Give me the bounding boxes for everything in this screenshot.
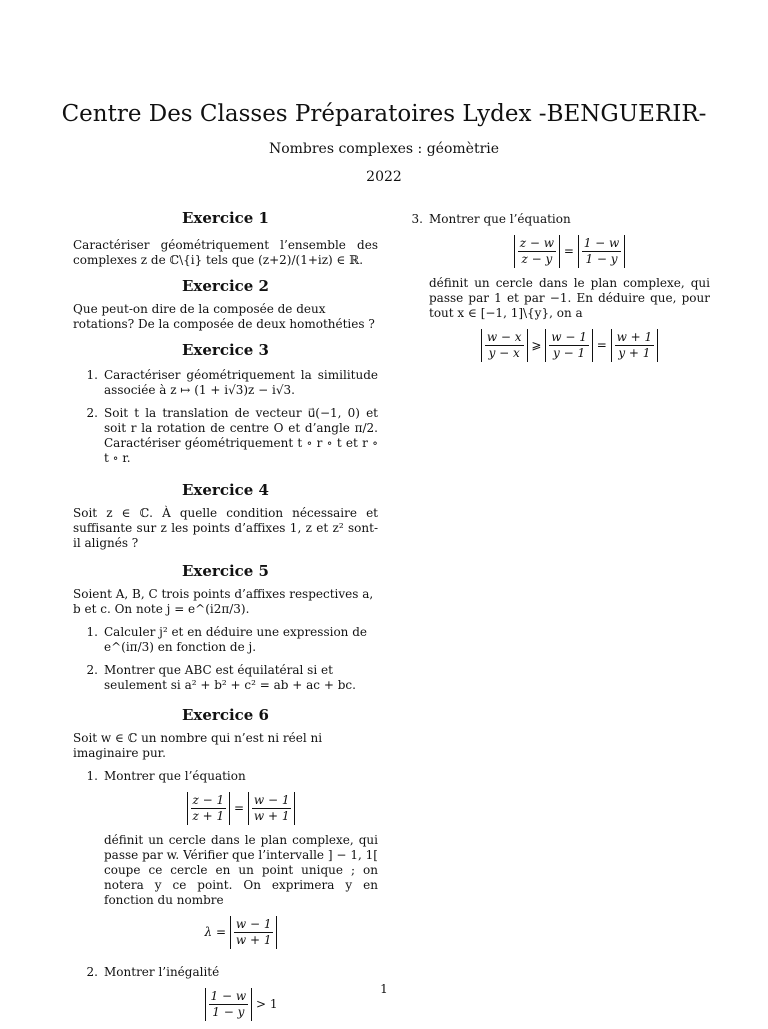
- document-subtitle: Nombres complexes : géomètrie: [268, 141, 500, 157]
- item-text: Soit t la translation de vecteur u⃗(−1, 0) et soit r la rotation de centre O et d’angle π/2. Caractériser géométriquement t ∘ r ∘ t et r ∘ t ∘ r.: [104, 406, 378, 465]
- exercise-6-item-2: [73, 965, 378, 1029]
- exercise-3-item-1: [73, 368, 378, 398]
- exercise-6-intro: Soit w ∈ ℂ un nombre qui n’est ni réel ni imaginaire pur.: [73, 731, 323, 760]
- item-number: 3.: [411, 212, 423, 226]
- page-number: 1: [380, 982, 388, 996]
- item-lead: Montrer que l’équation: [429, 212, 571, 226]
- exercise-5-item-1: [73, 625, 378, 655]
- item-text: Caractériser géométriquement la similitude associée à z ↦ (1 + i√3)z − i√3.: [104, 368, 378, 397]
- item-lead: Montrer l’inégalité: [104, 965, 220, 979]
- item-text: définit un cercle dans le plan complexe, qui passe par w. Vérifier que l’intervalle ] − 1, 1[ coupe ce cercle en un point unique ; on notera y ce point. On exprimera y en fonction du nombre: [104, 833, 378, 907]
- left-column: [73, 208, 378, 1029]
- exercise-2-heading: Exercice 2: [182, 277, 269, 295]
- item-number: 2.: [86, 965, 98, 979]
- item-number: 2.: [86, 663, 98, 677]
- lambda-equation: λ = $\frac{w - 1}{w + 1}$: [104, 916, 378, 949]
- item-number: 2.: [86, 406, 98, 420]
- exercise-3-item-2: [73, 406, 378, 466]
- exercise-6-item-3: [398, 212, 710, 370]
- exercise-5-item-2: [73, 663, 378, 693]
- right-column: [398, 212, 710, 370]
- exercise-1-heading: Exercice 1: [182, 209, 269, 227]
- exercise-6-heading: Exercice 6: [182, 706, 269, 724]
- exercise-4-text: Soit z ∈ ℂ. À quelle condition nécessaire et suffisante sur z les points d’affixes 1, z et z² sont-il alignés ?: [73, 506, 378, 550]
- exercise-3-heading: Exercice 3: [182, 341, 269, 359]
- equation: $\frac{z - w}{z - y}$ = $\frac{1 - w}{1 - y}$: [429, 235, 710, 268]
- exercise-6-item-1: [73, 769, 378, 957]
- document-year: 2022: [366, 169, 402, 185]
- inequality: $\frac{1 - w}{1 - y}$ > 1: [104, 988, 378, 1021]
- item-text: définit un cercle dans le plan complexe, qui passe par 1 et par −1. En déduire que, pour tout x ∈ [−1, 1]\{y}, on a: [429, 276, 710, 320]
- equation: $\frac{z - 1}{z + 1}$ = $\frac{w - 1}{w + 1}$: [104, 792, 378, 825]
- exercise-4-heading: Exercice 4: [182, 481, 269, 499]
- item-number: 1.: [86, 368, 98, 382]
- exercise-2-text: Que peut-on dire de la composée de deux rotations? De la composée de deux homothéties ?: [73, 302, 375, 331]
- document-title: Centre Des Classes Préparatoires Lydex -BENGUERIR-: [61, 101, 707, 127]
- item-lead: Montrer que l’équation: [104, 769, 246, 783]
- item-number: 1.: [86, 625, 98, 639]
- item-number: 1.: [86, 769, 98, 783]
- exercise-5-intro: Soient A, B, C trois points d’affixes respectives a, b et c. On note j = e^(i2π/3).: [73, 587, 374, 616]
- item-text: Calculer j² et en déduire une expression de e^(iπ/3) en fonction de j.: [104, 625, 367, 654]
- exercise-5-heading: Exercice 5: [182, 562, 269, 580]
- exercise-1-text: Caractériser géométriquement l’ensemble des complexes z de ℂ\{i} tels que (z+2)/(1+iz) ∈ ℝ.: [73, 238, 378, 267]
- item-text: Montrer que ABC est équilatéral si et seulement si a² + b² + c² = ab + ac + bc.: [104, 663, 356, 692]
- inequality: $\frac{w - x}{y - x}$ ⩾ $\frac{w - 1}{y - 1}$ = $\frac{w + 1}{y + 1}$: [429, 329, 710, 362]
